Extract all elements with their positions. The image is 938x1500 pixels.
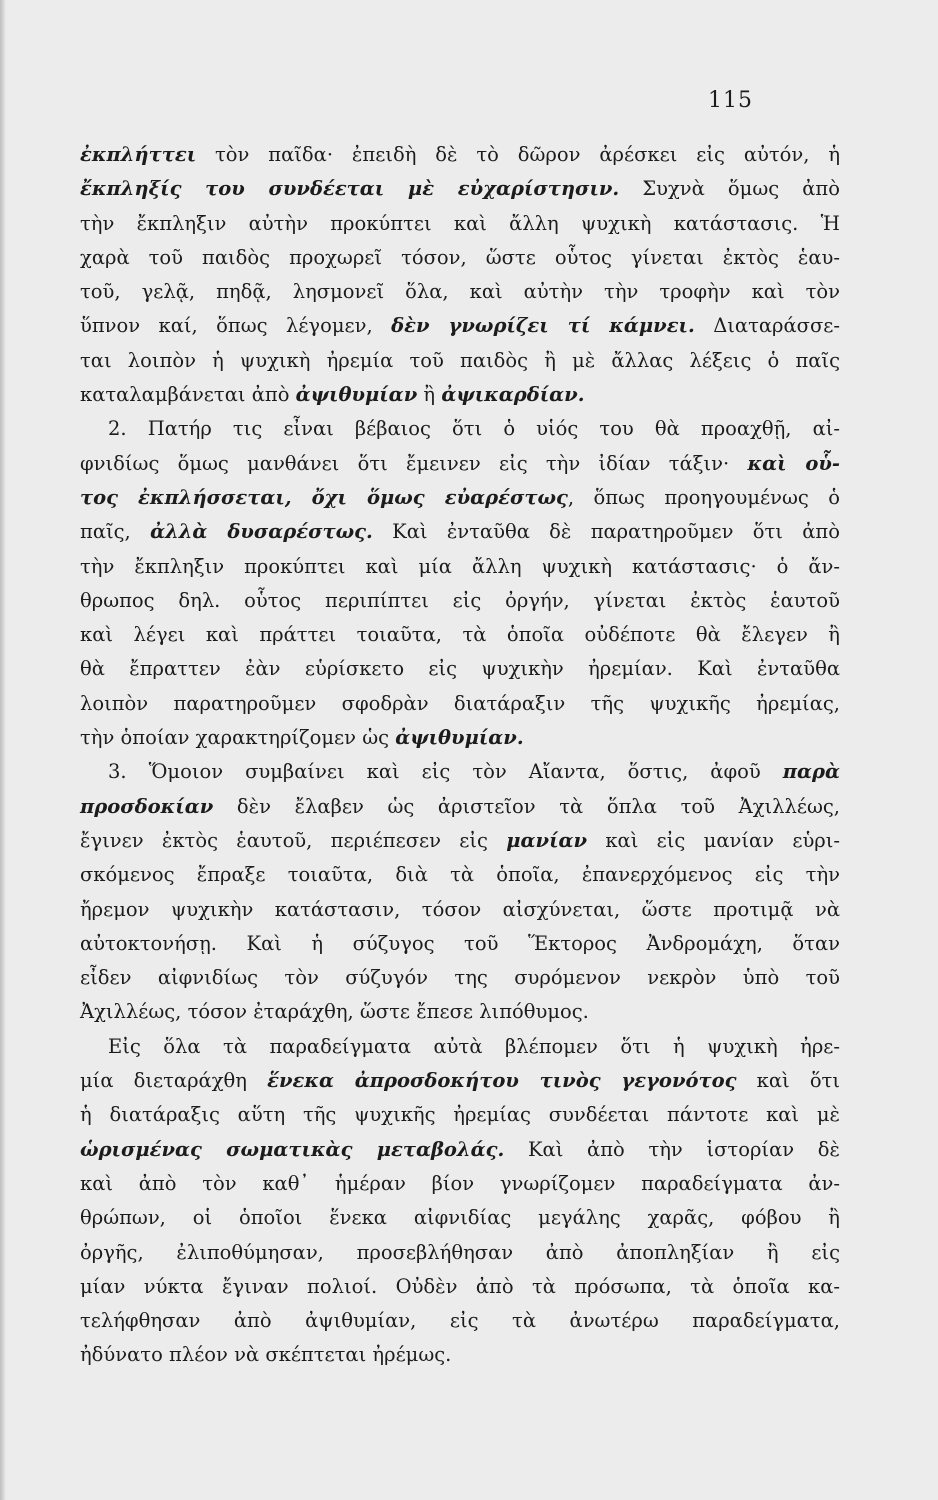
text-line: [80, 515, 840, 549]
emphasized-text: τος ἐκπλήσσεται, ὄχι ὅμως εὐαρέστως: [80, 485, 568, 509]
text-segment: Συχνὰ ὅμως ἀπὸ: [619, 177, 840, 201]
text-line: [80, 1270, 840, 1304]
text-segment: , ὅπως προηγουμένως ὁ: [567, 485, 840, 509]
emphasized-text: παρὰ: [782, 760, 840, 784]
text-segment: Εἰς ὅλα τὰ παραδείγματα αὐτὰ βλέπομεν ὅτι ἡ ψυχικὴ ἠρε-: [108, 1034, 840, 1058]
text-line: [80, 721, 840, 755]
text-line: [80, 172, 840, 206]
text-line: [80, 858, 840, 892]
emphasized-text: ἀψικαρδίαν.: [441, 383, 585, 407]
text-segment: λοιπὸν παρατηροῦμεν σφοδρὰν διατάραξιν τῆς ψυχικῆς ἠρεμίας,: [80, 691, 840, 715]
emphasized-text: ὡρισμένας σωματικὰς μεταβολάς.: [80, 1137, 505, 1161]
text-line: [80, 378, 840, 412]
text-segment: καὶ εἰς μανίαν εὑρι-: [587, 828, 840, 852]
text-segment: εἶδεν αἰφνιδίως τὸν σύζυγόν της συρόμενον νεκρὸν ὑπὸ τοῦ: [80, 966, 840, 990]
emphasized-text: μανίαν: [506, 828, 588, 852]
text-segment: φνιδίως ὅμως μανθάνει ὅτι ἔμεινεν εἰς τὴν ἰδίαν τάξιν·: [80, 451, 748, 475]
emphasized-text: ἀψιθυμίαν.: [395, 726, 524, 750]
text-line: [80, 687, 840, 721]
text-segment: καταλαμβάνεται ἀπὸ: [80, 383, 296, 407]
text-line: [80, 1338, 840, 1372]
text-segment: ἢ: [417, 383, 442, 407]
text-line: [80, 995, 840, 1029]
emphasized-text: καὶ οὗ-: [747, 451, 840, 475]
text-line: [80, 927, 840, 961]
text-segment: χαρὰ τοῦ παιδὸς προχωρεῖ τόσον, ὥστε οὗτος γίνεται ἐκτὸς ἑαυ-: [80, 245, 840, 269]
text-line: [80, 652, 840, 686]
text-line: [80, 618, 840, 652]
text-line: [80, 1030, 840, 1064]
text-segment: αὐτοκτονήσῃ. Καὶ ἡ σύζυγος τοῦ Ἕκτορος Ἀνδρομάχη, ὅταν: [80, 931, 840, 955]
text-segment: τὴν ἔκπληξιν προκύπτει καὶ μία ἄλλη ψυχικὴ κατάστασις· ὁ ἄν-: [80, 554, 840, 578]
text-segment: τελήφθησαν ἀπὸ ἀψιθυμίαν, εἰς τὰ ἀνωτέρω παραδείγματα,: [80, 1309, 840, 1333]
text-segment: 2. Πατήρ τις εἶναι βέβαιος ὅτι ὁ υἱός του θὰ προαχθῇ, αἰ-: [108, 417, 840, 441]
text-segment: Καὶ ἀπὸ τὴν ἱστορίαν δὲ: [504, 1137, 840, 1161]
emphasized-text: ἀλλὰ δυσαρέστως.: [150, 520, 373, 544]
text-line: [80, 893, 840, 927]
emphasized-text: ἐκπλήττει: [80, 143, 197, 166]
text-line: [80, 412, 840, 446]
text-line: [80, 1304, 840, 1338]
text-segment: παῖς,: [80, 520, 151, 544]
text-line: [80, 1236, 840, 1270]
text-line: [80, 241, 840, 275]
text-segment: ἡ διατάραξις αὕτη τῆς ψυχικῆς ἠρεμίας συνδέεται πάντοτε καὶ μὲ: [80, 1103, 840, 1127]
text-segment: 3. Ὅμοιον συμβαίνει καὶ εἰς τὸν Αἴαντα, ὅστις, ἀφοῦ: [108, 760, 783, 784]
body-text: [80, 138, 840, 1373]
emphasized-text: δὲν γνωρίζει τί κάμνει.: [391, 314, 695, 338]
page-edge-shadow: [0, 0, 6, 1500]
text-segment: μίαν νύκτα ἔγιναν πολιοί. Οὐδὲν ἀπὸ τὰ πρόσωπα, τὰ ὁποῖα κα-: [80, 1274, 840, 1298]
emphasized-text: ἔκπληξίς του συνδέεται μὲ εὐχαρίστησιν.: [80, 177, 620, 201]
text-segment: ἤρεμον ψυχικὴν κατάστασιν, τόσον αἰσχύνεται, ὥστε προτιμᾷ νὰ: [80, 897, 840, 921]
text-segment: δὲν ἔλαβεν ὡς ἀριστεῖον τὰ ὅπλα τοῦ Ἀχιλλέως,: [213, 794, 840, 818]
text-line: [80, 550, 840, 584]
text-segment: καὶ λέγει καὶ πράττει τοιαῦτα, τὰ ὁποῖα οὐδέποτε θὰ ἔλεγεν ἢ: [80, 623, 840, 647]
text-segment: τοῦ, γελᾷ, πηδᾷ, λησμονεῖ ὅλα, καὶ αὐτὴν τὴν τροφὴν καὶ τὸν: [80, 280, 840, 304]
emphasized-text: ἕνεκα ἀπροσδοκήτου τινὸς γεγονότος: [267, 1069, 737, 1093]
text-segment: τὴν ἔκπληξιν αὐτὴν προκύπτει καὶ ἄλλη ψυχικὴ κατάστασις. Ἡ: [80, 211, 840, 235]
text-segment: τὴν ὁποίαν χαρακτηρίζομεν ὡς: [80, 726, 396, 750]
text-line: [80, 1133, 840, 1167]
text-line: [80, 481, 840, 515]
text-line: [80, 1064, 840, 1098]
emphasized-text: ἀψιθυμίαν: [295, 383, 418, 407]
text-segment: θρώπων, οἱ ὁποῖοι ἕνεκα αἰφνιδίας μεγάλης χαρᾶς, φόβου ἢ: [80, 1206, 840, 1230]
text-line: [80, 309, 840, 343]
text-segment: ἠδύνατο πλέον νὰ σκέπτεται ἠρέμως.: [80, 1343, 452, 1367]
text-segment: ὕπνον καί, ὅπως λέγομεν,: [80, 314, 392, 338]
text-segment: Ἀχιλλέως, τόσον ἐταράχθη, ὥστε ἔπεσε λιπόθυμος.: [80, 1000, 589, 1024]
text-segment: Διαταράσσε-: [694, 314, 840, 338]
text-segment: ἔγινεν ἐκτὸς ἑαυτοῦ, περιέπεσεν εἰς: [80, 828, 507, 852]
text-line: [80, 344, 840, 378]
text-segment: θρωπος δηλ. οὗτος περιπίπτει εἰς ὀργήν, γίνεται ἐκτὸς ἑαυτοῦ: [80, 588, 840, 612]
text-segment: Καὶ ἐνταῦθα δὲ παρατηροῦμεν ὅτι ἀπὸ: [372, 520, 840, 544]
text-segment: τὸν παῖδα· ἐπειδὴ δὲ τὸ δῶρον ἀρέσκει εἰς αὐτόν, ἡ: [196, 143, 840, 166]
text-line: [80, 207, 840, 241]
text-segment: θὰ ἔπραττεν ἐὰν εὑρίσκετο εἰς ψυχικὴν ἠρεμίαν. Καὶ ἐνταῦθα: [80, 657, 840, 681]
text-line: [80, 961, 840, 995]
text-line: [80, 447, 840, 481]
emphasized-text: προσδοκίαν: [80, 794, 214, 818]
text-segment: μία διεταράχθη: [80, 1069, 268, 1093]
page-number: 115: [708, 88, 753, 113]
text-segment: σκόμενος ἔπραξε τοιαῦτα, διὰ τὰ ὁποῖα, ἐπανερχόμενος εἰς τὴν: [80, 863, 840, 887]
text-line: [80, 138, 840, 172]
text-line: [80, 1167, 840, 1201]
text-segment: καὶ ὅτι: [736, 1069, 840, 1093]
text-line: [80, 824, 840, 858]
text-segment: ὀργῆς, ἐλιποθύμησαν, προσεβλήθησαν ἀπὸ ἀποπληξίαν ἢ εἰς: [80, 1240, 840, 1264]
text-line: [80, 1098, 840, 1132]
text-line: [80, 755, 840, 789]
text-line: [80, 584, 840, 618]
text-line: [80, 1201, 840, 1235]
text-segment: ται λοιπὸν ἡ ψυχικὴ ἠρεμία τοῦ παιδὸς ἢ μὲ ἄλλας λέξεις ὁ παῖς: [80, 348, 840, 372]
text-line: [80, 790, 840, 824]
text-segment: καὶ ἀπὸ τὸν καθ᾿ ἡμέραν βίον γνωρίζομεν παραδείγματα ἀν-: [80, 1171, 840, 1195]
text-line: [80, 275, 840, 309]
